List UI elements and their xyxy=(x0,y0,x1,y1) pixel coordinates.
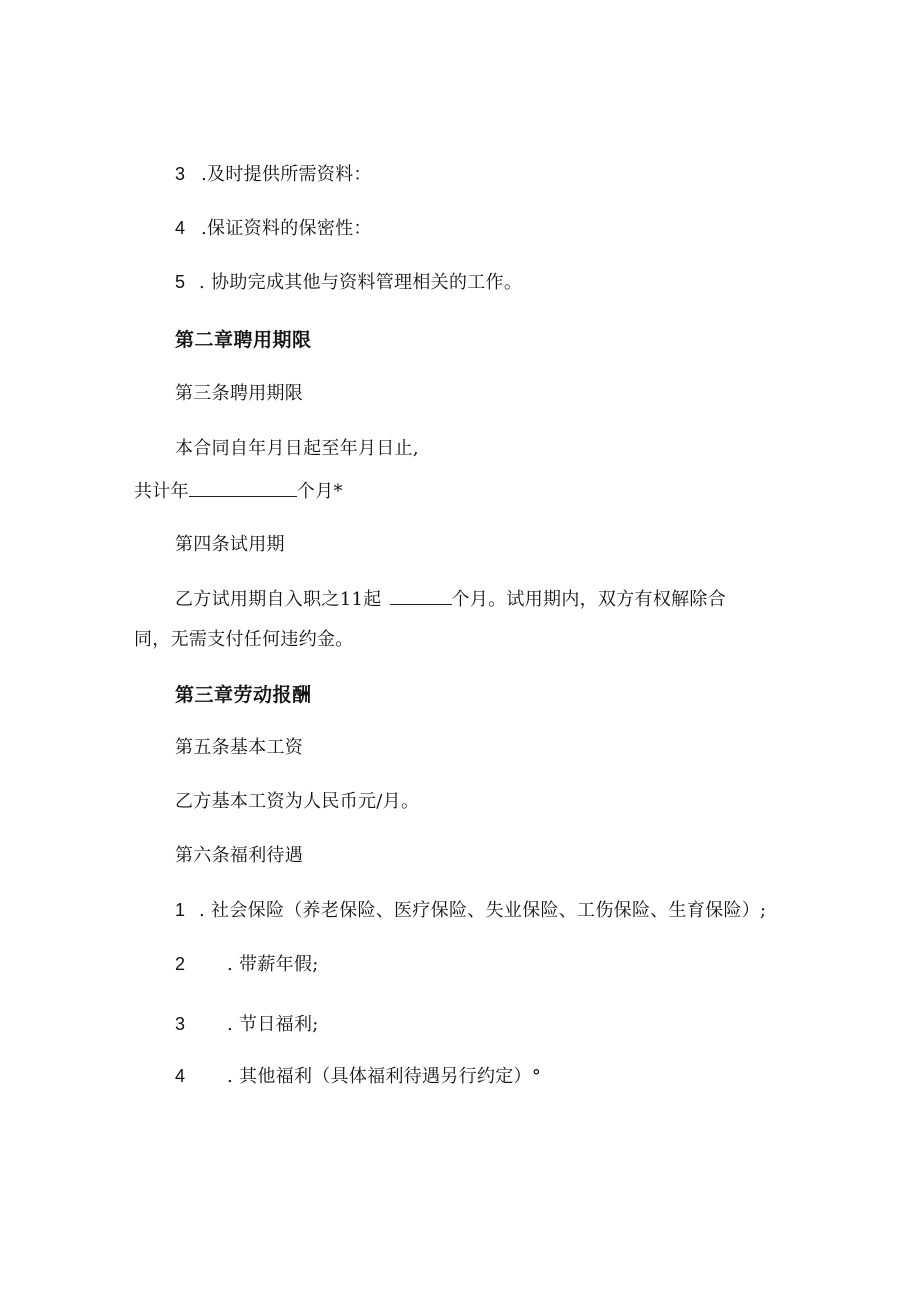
benefit-text: . 社会保险（养老保险、医疗保险、失业保险、工伤保险、生育保险）; xyxy=(199,900,767,921)
benefit-text: . 节日福利; xyxy=(227,1014,319,1035)
duty-text: . 协助完成其他与资料管理相关的工作。 xyxy=(199,272,523,293)
article-text: 本合同自年月日起至年月日止, xyxy=(175,438,419,459)
benefit-item xyxy=(175,1012,319,1037)
article-text-with-blank xyxy=(175,587,726,612)
duty-number: 3 xyxy=(175,164,186,184)
benefit-number: 3 xyxy=(175,1014,186,1034)
article-text: 乙方基本工资为人民币元/月。 xyxy=(175,791,420,812)
duty-item xyxy=(175,216,372,241)
article-text-suffix: 个月。试用期内，双方有权解除合 xyxy=(451,589,727,610)
duty-item xyxy=(175,270,522,295)
article-title: 第四条试用期 xyxy=(175,534,285,555)
duty-number: 4 xyxy=(175,218,186,238)
benefit-item xyxy=(175,1064,541,1089)
benefit-text: . 带薪年假; xyxy=(227,954,319,975)
duty-text: .及时提供所需资料： xyxy=(201,164,372,185)
fill-in-blank xyxy=(390,587,452,605)
article-text-with-blank xyxy=(134,479,343,504)
chapter-heading: 第二章聘用期限 xyxy=(175,329,312,351)
article-text: 同，无需支付任何违约金。 xyxy=(134,629,354,650)
benefit-item xyxy=(175,898,766,923)
benefit-text: . 其他福利（具体福利待遇另行约定）° xyxy=(227,1066,542,1087)
duty-item xyxy=(175,162,372,187)
article-text-prefix: 乙方试用期自入职之11起 xyxy=(175,589,382,610)
benefit-number: 2 xyxy=(175,954,186,974)
article-title: 第六条福利待遇 xyxy=(175,845,304,866)
benefit-item xyxy=(175,952,319,977)
article-text-prefix: 共计年 xyxy=(134,481,189,502)
benefit-number: 1 xyxy=(175,900,186,920)
chapter-heading: 第三章劳动报酬 xyxy=(175,684,312,706)
duty-number: 5 xyxy=(175,272,186,292)
benefit-number: 4 xyxy=(175,1066,186,1086)
article-text-suffix: 个月* xyxy=(296,481,343,502)
duty-text: .保证资料的保密性： xyxy=(201,218,372,239)
article-title: 第三条聘用期限 xyxy=(175,383,304,404)
fill-in-blank xyxy=(189,479,297,497)
article-title: 第五条基本工资 xyxy=(175,737,304,758)
